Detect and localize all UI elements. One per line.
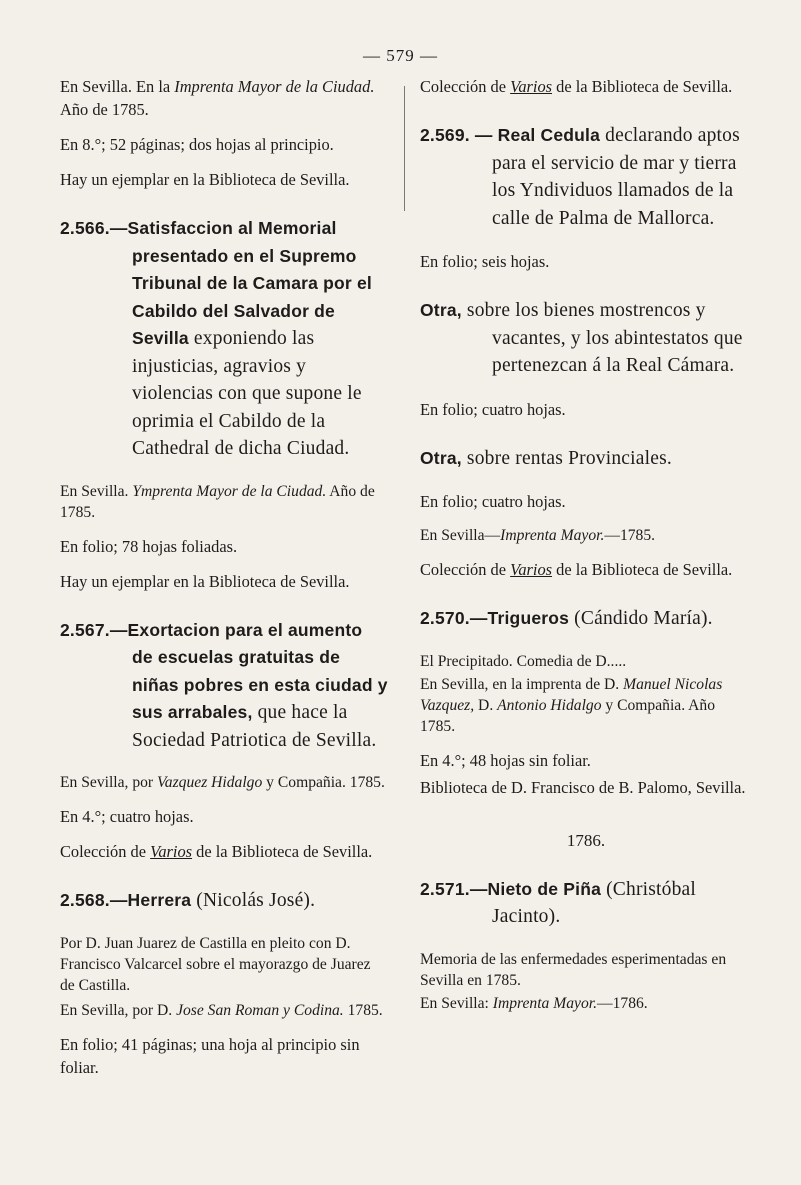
copy-line: Hay un ejemplar en la Biblioteca de Sevilla. [60, 571, 350, 591]
entry-2568: 2.568.—Herrera (Nicolás José). [60, 890, 316, 911]
imprint-line: En Sevilla. Ymprenta Mayor de la Ciudad. Año de 1785. [60, 482, 375, 521]
format-line: En folio; 41 páginas; una hoja al principio sin foliar. [60, 1034, 360, 1077]
page-number: — 579 — [363, 46, 438, 65]
imprint-line: En Sevilla, en la imprenta de D. Manuel Nicolas Vazquez, D. Antonio Hidalgo y Compañia. Año 1785. [420, 675, 723, 735]
year-heading: 1786. [566, 830, 606, 850]
left-column [60, 75, 388, 1091]
right-column [420, 75, 752, 1026]
imprint-line: En Sevilla, por D. Jose San Roman y Codina. 1785. [60, 1001, 383, 1019]
format-line: En 8.°; 52 páginas; dos hojas al principio. [60, 135, 334, 154]
imprint-line: En Sevilla. En la Imprenta Mayor de la Ciudad. Año de 1785. [60, 77, 375, 119]
format-line: En folio; 78 hojas foliadas. [60, 536, 238, 556]
imprint-line: En Sevilla, por Vazquez Hidalgo y Compañia. 1785. [60, 774, 385, 791]
entry-2571: 2.571.—Nieto de Piña (Christóbal Jacinto). [420, 878, 697, 927]
format-line: En folio; cuatro hojas. [420, 492, 566, 511]
column-divider [404, 86, 405, 211]
entry-2569: 2.569. — Real Cedula declarando aptos para el servicio de mar y tierra los Yndividuos llamados de la calle de Palma de Mallorca. [420, 125, 740, 229]
format-line: En folio; seis hojas. [420, 252, 550, 271]
description-line: El Precipitado. Comedia de D..... [420, 652, 627, 670]
entry-2570: 2.570.—Trigueros (Cándido María). [420, 608, 713, 629]
collection-line: Colección de Varios de la Biblioteca de Sevilla. [420, 77, 733, 96]
copy-line: Hay un ejemplar en la Biblioteca de Sevilla. [60, 170, 350, 189]
entry-otra-1: Otra, sobre los bienes mostrencos y vacantes, y los abintestatos que pertenezcan á la Real Cámara. [420, 300, 743, 376]
collection-line: Colección de Varios de la Biblioteca de Sevilla. [60, 842, 373, 861]
entry-2566: 2.566.—Satisfaccion al Memorial presentado en el Supremo Tribunal de la Camara por el Cabildo del Salvador de Sevilla exponiendo las injusticias, agravios y violencias con que supone le oprimia el Cabildo de la Cathedral de dicha Ciudad. [60, 218, 372, 459]
format-line: En 4.°; 48 hojas sin foliar. [420, 750, 591, 770]
format-line: En folio; cuatro hojas. [420, 399, 566, 419]
description-line: Por D. Juan Juarez de Castilla en pleito con D. Francisco Valcarcel sobre el mayorazgo de Juarez de Castilla. [60, 934, 371, 994]
entry-otra-2: Otra, sobre rentas Provinciales. [420, 447, 672, 469]
format-line: En 4.°; cuatro hojas. [60, 807, 194, 826]
imprint-line: En Sevilla: Imprenta Mayor.—1786. [420, 994, 648, 1012]
library-line: Biblioteca de D. Francisco de B. Palomo, Sevilla. [420, 777, 746, 797]
imprint-line: En Sevilla—Imprenta Mayor.—1785. [420, 527, 656, 544]
description-line: Memoria de las enfermedades esperimentadas en Sevilla en 1785. [420, 950, 727, 989]
entry-2567: 2.567.—Exortacion para el aumento de escuelas gratuitas de niñas pobres en esta ciudad y sus arrabales, que hace la Sociedad Patriotica de Sevilla. [60, 619, 388, 751]
collection-line: Colección de Varios de la Biblioteca de Sevilla. [420, 560, 733, 579]
